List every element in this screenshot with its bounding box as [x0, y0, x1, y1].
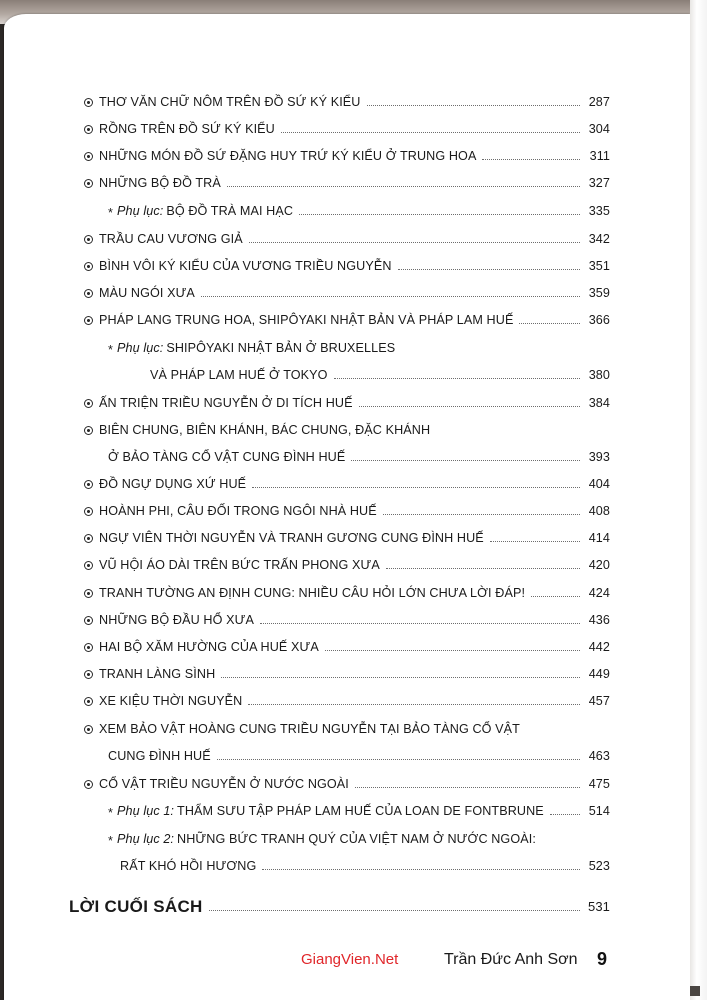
toc-entry-page: 359: [588, 286, 610, 300]
toc-entry: [84, 170, 610, 192]
toc-entry-title: TRANH LÀNG SÌNH: [99, 667, 216, 681]
toc-entry-title: XEM BẢO VẬT HOÀNG CUNG TRIỀU NGUYỄN TẠI BẢO TÀNG CỔ VẬT: [99, 722, 520, 736]
toc-entry-page: 475: [588, 777, 610, 791]
appendix-label: Phụ lục:: [117, 204, 164, 218]
dot-leader: [334, 378, 580, 379]
bullet-icon: [84, 289, 93, 298]
dot-leader: [209, 910, 580, 911]
toc-entry-title: NHỮNG MÓN ĐỒ SỨ ĐẶNG HUY TRỨ KÝ KIỂU Ở TRUNG HOA: [99, 149, 477, 163]
toc-entry-title: TRẦU CAU VƯƠNG GIẢ: [99, 232, 243, 246]
toc-entry-continuation: [120, 853, 610, 875]
toc-entry-title: NHỮNG BỨC TRANH QUÝ CỦA VIỆT NAM Ở NƯỚC NGOÀI:: [177, 832, 536, 846]
toc-entry-title: MÀU NGÓI XƯA: [99, 286, 195, 300]
toc-entry-page: 404: [588, 477, 610, 491]
toc-entry-title: THƠ VĂN CHỮ NÔM TRÊN ĐỒ SỨ KÝ KIỂU: [99, 95, 361, 109]
toc-entry-title: BỘ ĐỒ TRÀ MAI HẠC: [166, 204, 294, 218]
dot-leader: [383, 514, 580, 515]
toc-appendix-entry: [108, 198, 610, 220]
afterword-title: LỜI CUỐI SÁCH: [69, 897, 203, 916]
dot-leader: [355, 787, 580, 788]
toc-entry: [84, 634, 610, 656]
toc-entry: [84, 771, 610, 793]
toc-entry: [84, 607, 610, 629]
toc-entry: [84, 307, 610, 329]
appendix-label: Phụ lục 1:: [117, 804, 175, 818]
page-number: 9: [597, 949, 608, 969]
dot-leader: [482, 159, 580, 160]
bullet-icon: [84, 98, 93, 107]
toc-entry: [84, 471, 610, 493]
dot-leader: [201, 296, 580, 297]
star-marker: *: [108, 206, 114, 220]
toc-entry-title-line2: CUNG ĐÌNH HUẾ: [108, 749, 211, 763]
toc-entry: [84, 580, 610, 602]
toc-entry-title: BIÊN CHUNG, BIÊN KHÁNH, BÁC CHUNG, ĐẶC KHÁNH: [99, 423, 431, 437]
toc-entry-page: 342: [588, 232, 610, 246]
dot-leader: [359, 406, 580, 407]
toc-entry-continuation: [108, 444, 610, 466]
bullet-icon: [84, 152, 93, 161]
bullet-icon: [84, 534, 93, 543]
afterword-page: 531: [588, 899, 610, 914]
star-marker: *: [108, 806, 114, 820]
toc-entry-page: 311: [589, 149, 610, 163]
dot-leader: [262, 869, 580, 870]
toc-entry-page: 523: [588, 859, 610, 873]
bullet-icon: [84, 589, 93, 598]
dot-leader: [398, 269, 580, 270]
toc-entry-page: 304: [588, 122, 610, 136]
dot-leader: [550, 814, 580, 815]
toc-entry-title: NGỰ VIÊN THỜI NGUYỄN VÀ TRANH GƯƠNG CUNG ĐÌNH HUẾ: [99, 531, 484, 545]
toc-entry: [84, 661, 610, 683]
toc-entry-page: 287: [588, 95, 610, 109]
toc-entry-page: 351: [588, 259, 610, 273]
toc-entry-continuation: [150, 362, 610, 384]
toc-entry: [84, 226, 610, 248]
toc-entry-page: 420: [588, 558, 610, 572]
dot-leader: [248, 704, 580, 705]
toc-entry-title: SHIPÔYAKI NHẬT BẢN Ở BRUXELLES: [166, 341, 396, 355]
author-name: Trần Đức Anh Sơn: [444, 951, 578, 968]
toc-entry-title-line2: Ở BẢO TÀNG CỔ VẬT CUNG ĐÌNH HUẾ: [108, 450, 346, 464]
toc-entry-page: 457: [588, 694, 610, 708]
toc-entry: [84, 280, 610, 302]
toc-entry-page: 327: [588, 176, 610, 190]
appendix-label: Phụ lục 2:: [117, 832, 175, 846]
toc-entry: [84, 552, 610, 574]
toc-entry: [84, 390, 610, 412]
toc-entry-title: XE KIỆU THỜI NGUYỄN: [99, 694, 243, 708]
toc-entry: [84, 116, 610, 138]
dot-leader: [252, 487, 580, 488]
dot-leader: [227, 186, 580, 187]
bullet-icon: [84, 316, 93, 325]
bullet-icon: [84, 179, 93, 188]
toc-entry-title: BÌNH VÔI KÝ KIỂU CỦA VƯƠNG TRIỀU NGUYỄN: [99, 259, 392, 273]
toc-entry-page: 380: [588, 368, 610, 382]
toc-appendix-entry: [108, 798, 610, 820]
toc-afterword-entry: [69, 890, 610, 916]
toc-entry-page: 436: [588, 613, 610, 627]
toc-entry-title-line2: RẤT KHÓ HỒI HƯƠNG: [120, 859, 257, 873]
dot-leader: [490, 541, 580, 542]
star-marker: *: [108, 834, 114, 848]
dot-leader: [531, 596, 580, 597]
toc-entry-page: 414: [588, 531, 610, 545]
bullet-icon: [84, 426, 93, 435]
toc-entry-page: 424: [588, 586, 610, 600]
toc-entry-page: 384: [588, 396, 610, 410]
toc-entry: [84, 688, 610, 710]
toc-entry-title-line2: VÀ PHÁP LAM HUẾ Ở TOKYO: [150, 368, 328, 382]
dot-leader: [325, 650, 580, 651]
appendix-label: Phụ lục:: [117, 341, 164, 355]
bullet-icon: [84, 399, 93, 408]
toc-entry: [84, 525, 610, 547]
toc-entry-page: 514: [588, 804, 610, 818]
dot-leader: [351, 460, 580, 461]
toc-entry-page: 449: [588, 667, 610, 681]
toc-entry-page: 408: [588, 504, 610, 518]
website-watermark: GiangVien.Net: [301, 951, 399, 968]
dot-leader: [299, 214, 580, 215]
bullet-icon: [84, 561, 93, 570]
bullet-icon: [84, 780, 93, 789]
toc-entry-page: 335: [588, 204, 610, 218]
toc-entry-title: HAI BỘ XĂM HƯỜNG CỦA HUẾ XƯA: [99, 640, 319, 654]
toc-entry: [84, 253, 610, 275]
toc-entry-title: THẨM SƯU TẬP PHÁP LAM HUẾ CỦA LOAN DE FONTBRUNE: [177, 804, 544, 818]
toc-entry: [84, 498, 610, 520]
dot-leader: [367, 105, 581, 106]
toc-entry-page: 442: [588, 640, 610, 654]
dot-leader: [260, 623, 580, 624]
toc-entry-title: HOÀNH PHI, CÂU ĐỐI TRONG NGÔI NHÀ HUẾ: [99, 504, 377, 518]
toc-entry-title: RỒNG TRÊN ĐỒ SỨ KÝ KIỂU: [99, 122, 275, 136]
toc-appendix-entry: [108, 335, 610, 357]
star-marker: *: [108, 343, 114, 357]
bullet-icon: [84, 125, 93, 134]
toc-entry: [84, 143, 610, 165]
toc-entry-title: CỔ VẬT TRIỀU NGUYỄN Ở NƯỚC NGOÀI: [99, 777, 349, 791]
toc-entry: [84, 417, 610, 439]
toc-entry: [84, 89, 610, 111]
toc-entry-continuation: [108, 743, 610, 765]
dot-leader: [249, 242, 580, 243]
dot-leader: [519, 323, 580, 324]
dot-leader: [386, 568, 580, 569]
toc-entry-page: 366: [588, 313, 610, 327]
dot-leader: [281, 132, 580, 133]
toc-entry-title: TRANH TƯỜNG AN ĐỊNH CUNG: NHIỀU CÂU HỎI LỚN CHƯA LỜI ĐÁP!: [99, 586, 526, 600]
toc-appendix-entry: [108, 826, 610, 848]
bullet-icon: [84, 697, 93, 706]
bullet-icon: [84, 643, 93, 652]
bullet-icon: [84, 262, 93, 271]
toc-entry-page: 463: [588, 749, 610, 763]
toc-entry-title: PHÁP LANG TRUNG HOA, SHIPÔYAKI NHẬT BẢN VÀ PHÁP LAM HUẾ: [99, 313, 514, 327]
bullet-icon: [84, 670, 93, 679]
dot-leader: [221, 677, 580, 678]
toc-entry-page: 393: [588, 450, 610, 464]
dot-leader: [217, 759, 580, 760]
bullet-icon: [84, 480, 93, 489]
toc-entry-title: NHỮNG BỘ ĐỒ TRÀ: [99, 176, 221, 190]
bullet-icon: [84, 616, 93, 625]
toc-entry-title: ẤN TRIỆN TRIỀU NGUYỄN Ở DI TÍCH HUẾ: [99, 396, 353, 410]
toc-entry-title: ĐỒ NGỰ DỤNG XỨ HUẾ: [99, 477, 247, 491]
bullet-icon: [84, 725, 93, 734]
bullet-icon: [84, 235, 93, 244]
bullet-icon: [84, 507, 93, 516]
toc-entry-title: VŨ HỘI ÁO DÀI TRÊN BỨC TRẤN PHONG XƯA: [99, 558, 380, 572]
toc-entry: [84, 716, 610, 738]
toc-entry-title: NHỮNG BỘ ĐẦU HỔ XƯA: [99, 613, 254, 627]
